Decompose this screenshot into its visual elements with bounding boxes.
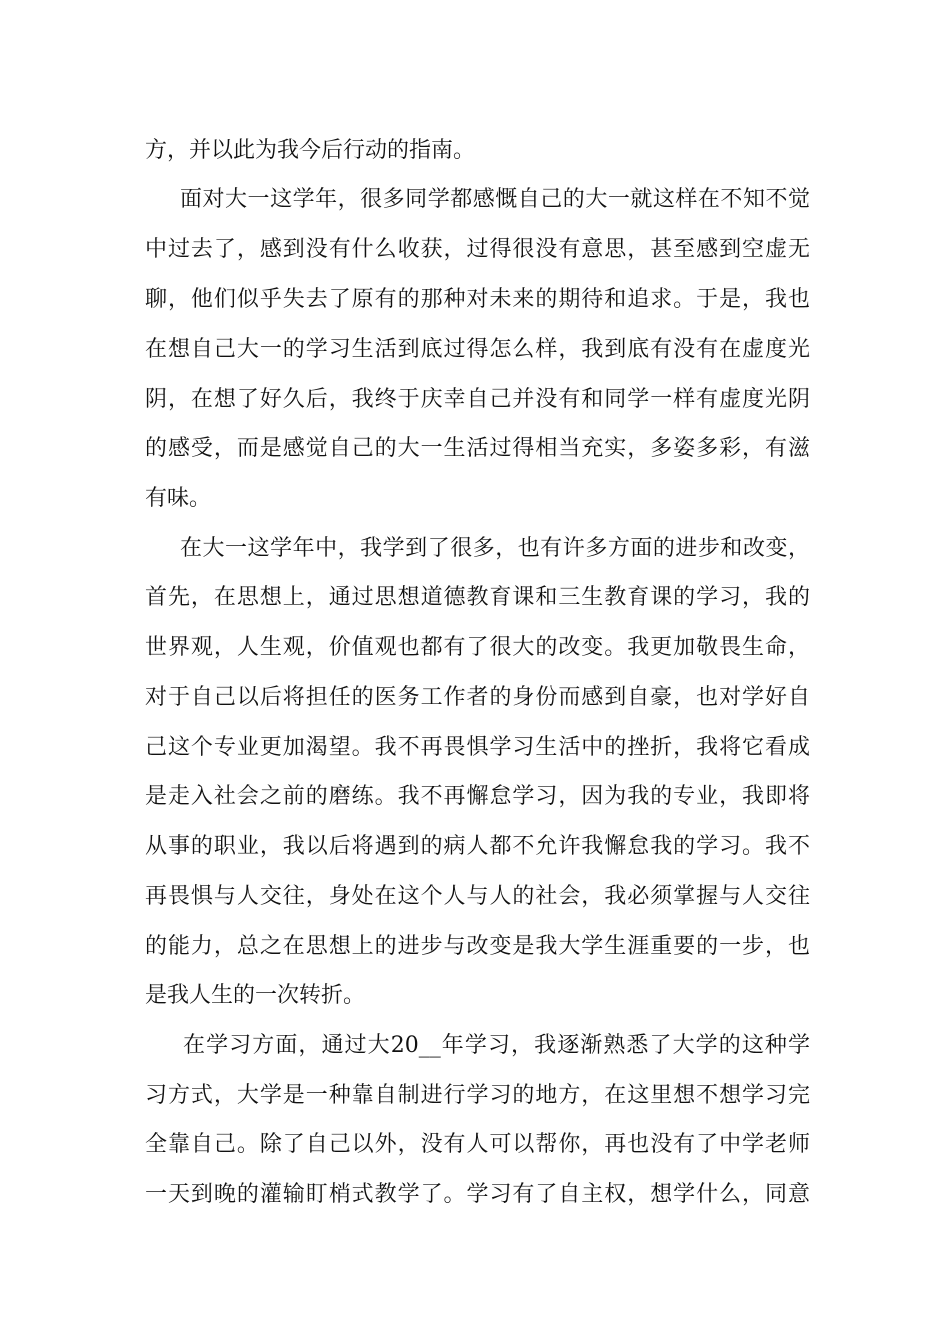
text-line: 是走入社会之前的磨练。我不再懈怠学习，因为我的专业，我即将 <box>145 784 810 809</box>
text-line: 在想自己大一的学习生活到底过得怎么样，我到底有没有在虚度光 <box>145 337 810 362</box>
text-line: 一天到晚的灌输盯梢式教学了。学习有了自主权，想学什么，同意 <box>145 1182 810 1207</box>
text-line: 有味。 <box>145 486 212 511</box>
text-line: 习方式，大学是一种靠自制进行学习的地方，在这里想不想学习完 <box>145 1083 810 1108</box>
text-line: 从事的职业，我以后将遇到的病人都不允许我懈怠我的学习。我不 <box>145 834 810 859</box>
text-line: 在大一这学年中，我学到了很多，也有许多方面的进步和改变， <box>180 536 810 561</box>
text-line: 方，并以此为我今后行动的指南。 <box>145 138 476 163</box>
text-line: 面对大一这学年，很多同学都感慨自己的大一就这样在不知不觉 <box>180 187 810 212</box>
text-line: 全靠自己。除了自己以外，没有人可以帮你，再也没有了中学老师 <box>145 1132 810 1157</box>
text-line: 对于自己以后将担任的医务工作者的身份而感到自豪，也对学好自 <box>145 685 810 710</box>
text-line: 再畏惧与人交往，身处在这个人与人的社会，我必须掌握与人交往 <box>145 884 810 909</box>
text-line: 是我人生的一次转折。 <box>145 983 366 1008</box>
text-line: 的能力，总之在思想上的进步与改变是我大学生涯重要的一步，也 <box>145 934 810 959</box>
text-line: 聊，他们似乎失去了原有的那种对未来的期待和追求。于是，我也 <box>145 287 810 312</box>
text-line: 阴，在想了好久后，我终于庆幸自己并没有和同学一样有虚度光阴 <box>145 387 810 412</box>
text-line: 己这个专业更加渴望。我不再畏惧学习生活中的挫折，我将它看成 <box>145 735 810 760</box>
text-line: 的感受，而是感觉自己的大一生活过得相当充实，多姿多彩，有滋 <box>145 436 810 461</box>
text-line: 首先，在思想上，通过思想道德教育课和三生教育课的学习，我的 <box>145 585 810 610</box>
text-line: 世界观，人生观，价值观也都有了很大的改变。我更加敬畏生命， <box>145 635 810 660</box>
text-line: 中过去了，感到没有什么收获，过得很没有意思，甚至感到空虚无 <box>145 237 810 262</box>
text-line: 在学习方面，通过大20__年学习，我逐渐熟悉了大学的这种学 <box>183 1033 810 1058</box>
